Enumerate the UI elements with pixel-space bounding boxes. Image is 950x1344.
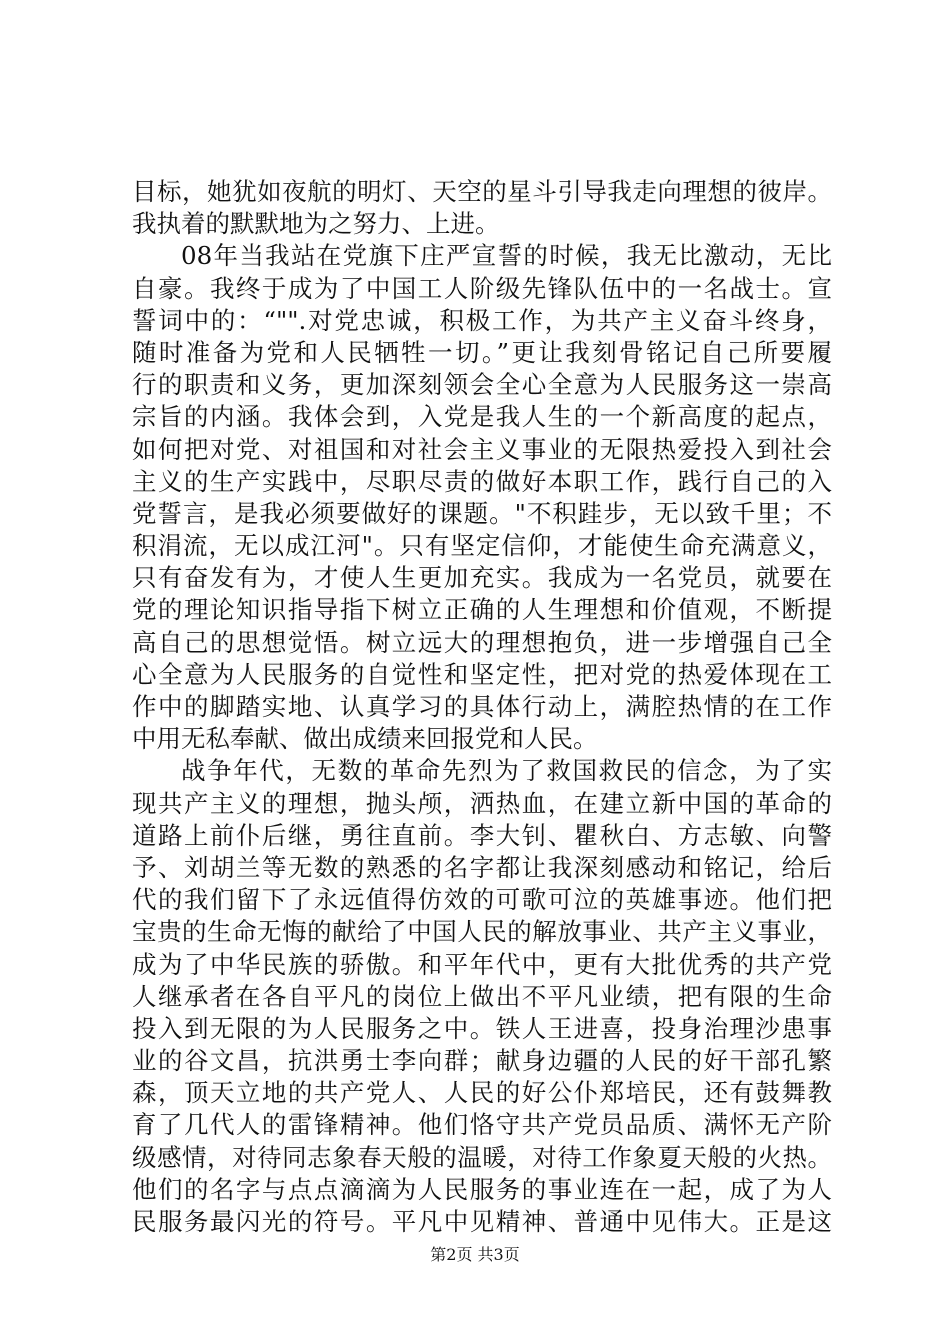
text-line: 他们的名字与点点滴滴为人民服务的事业连在一起，成了为人	[132, 1174, 832, 1204]
paragraph-first-line: 08年当我站在党旗下庄严宣誓的时候，我无比激动，无比	[181, 241, 832, 271]
text-line: 党的理论知识指导指下树立正确的人生理想和价值观，不断提	[132, 595, 832, 625]
text-line: 目标，她犹如夜航的明灯、天空的星斗引导我走向理想的彼岸。	[132, 177, 832, 206]
text-line: 主义的生产实践中，尽职尽责的做好本职工作，践行自己的入	[132, 466, 832, 496]
page-number-footer: 第2页 共3页	[430, 1245, 520, 1264]
text-line: 现共产主义的理想，抛头颅，洒热血，在建立新中国的革命的	[132, 788, 832, 818]
text-line: 道路上前仆后继，勇往直前。李大钊、瞿秋白、方志敏、向警	[132, 820, 832, 850]
text-line: 心全意为人民服务的自觉性和坚定性，把对党的热爱体现在工	[132, 659, 832, 689]
text-line: 随时准备为党和人民牺牲一切。”更让我刻骨铭记自己所要履	[132, 337, 832, 367]
text-line: 高自己的思想觉悟。树立远大的理想抱负，进一步增强自己全	[132, 627, 832, 657]
text-line: 森，顶天立地的共产党人、人民的好公仆郑培民，还有鼓舞教	[132, 1078, 832, 1108]
text-line: 积涓流，无以成江河"。只有坚定信仰，才能使生命充满意义，	[132, 531, 832, 561]
text-line: 业的谷文昌，抗洪勇士李向群；献身边疆的人民的好干部孔繁	[132, 1046, 832, 1076]
text-line: 宝贵的生命无悔的献给了中国人民的解放事业、共产主义事业，	[132, 917, 832, 947]
text-line: 只有奋发有为，才使人生更加充实。我成为一名党员，就要在	[132, 563, 832, 593]
text-line: 行的职责和义务，更加深刻领会全心全意为人民服务这一崇高	[132, 370, 832, 400]
text-line: 宗旨的内涵。我体会到，入党是我人生的一个新高度的起点，	[132, 402, 832, 432]
text-line: 作中的脚踏实地、认真学习的具体行动上，满腔热情的在工作	[132, 692, 832, 721]
text-line: 成为了中华民族的骄傲。和平年代中，更有大批优秀的共产党	[132, 949, 832, 979]
text-line: 育了几代人的雷锋精神。他们恪守共产党员品质、满怀无产阶	[132, 1110, 832, 1140]
text-line: 人继承者在各自平凡的岗位上做出不平凡业绩，把有限的生命	[132, 981, 832, 1011]
paragraph-first-line: 战争年代，无数的革命先烈为了救国救民的信念，为了实	[181, 756, 832, 786]
text-line: 如何把对党、对祖国和对社会主义事业的无限热爱投入到社会	[132, 434, 832, 464]
text-line: 予、刘胡兰等无数的熟悉的名字都让我深刻感动和铭记，给后	[132, 852, 832, 882]
document-body	[132, 176, 832, 1238]
text-line: 誓词中的：“"".对党忠诚，积极工作，为共产主义奋斗终身，	[132, 305, 832, 335]
text-line: 自豪。我终于成为了中国工人阶级先锋队伍中的一名战士。宣	[132, 273, 832, 303]
text-line: 级感情，对待同志象春天般的温暖，对待工作象夏天般的火热。	[132, 1142, 832, 1172]
text-line: 投入到无限的为人民服务之中。铁人王进喜，投身治理沙患事	[132, 1013, 832, 1043]
text-line: 我执着的默默地为之努力、上进。	[132, 209, 500, 239]
text-line: 党誓言，是我必须要做好的课题。"不积跬步，无以致千里；不	[132, 498, 832, 528]
text-line: 中用无私奉献、做出成绩来回报党和人民。	[132, 724, 598, 754]
text-line: 代的我们留下了永远值得仿效的可歌可泣的英雄事迹。他们把	[132, 885, 832, 915]
text-line: 民服务最闪光的符号。平凡中见精神、普通中见伟大。正是这	[132, 1207, 832, 1236]
